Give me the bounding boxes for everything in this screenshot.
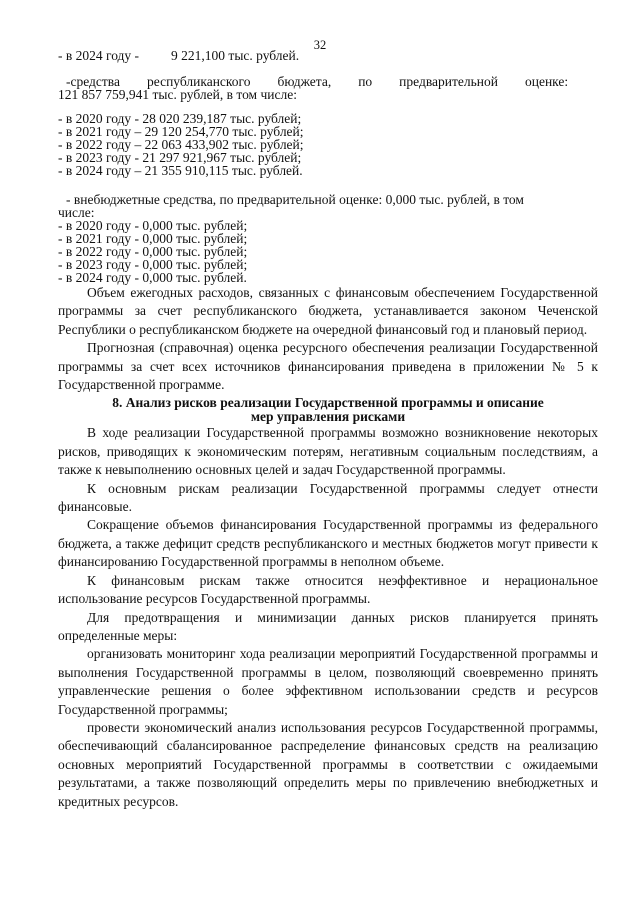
- regional-budget-intro: -средства республиканского бюджета, по предварительной оценке:: [66, 74, 569, 89]
- paragraph-financial-risks: К финансовым рискам также относится неэффективное и нерациональное использование ресурсов Государственной программы.: [58, 572, 598, 607]
- spacer: [58, 177, 598, 193]
- paragraph-forecast-estimate: Прогнозная (справочная) оценка ресурсного обеспечения реализации Государственной программы за счет всех источников финансирования приведена в приложении № 5 к Государственной программе.: [58, 340, 598, 393]
- regional-budget-total: 121 857 759,941 тыс. рублей, в том числе:: [58, 87, 297, 102]
- regional-budget-year-2023: - в 2023 году - 21 297 921,967 тыс. рублей;: [58, 150, 302, 165]
- paragraph-monitoring: организовать мониторинг хода реализации мероприятий Государственной программы и выполнения Государственной программы в целом, позволяющий своевременно принять управленческие решения о более эффективном использовании средств и ресурсов Государственной программы;: [58, 646, 598, 717]
- regional-budget-year-2020: - в 2020 году - 28 020 239,187 тыс. рублей;: [58, 111, 302, 126]
- funding-2024-label: - в 2024 году -: [58, 48, 140, 63]
- extrabudgetary-year-2024: - в 2024 году - 0,000 тыс. рублей.: [58, 270, 247, 285]
- paragraph-main-risks: К основным рискам реализации Государственной программы следует отнести финансовые.: [58, 480, 598, 515]
- extrabudgetary-year-2021: - в 2021 году - 0,000 тыс. рублей;: [58, 231, 248, 246]
- section-heading: [58, 396, 598, 423]
- extrabudgetary-intro: - внебюджетные средства, по предварительной оценке: 0,000 тыс. рублей, в том: [66, 192, 524, 207]
- paragraph-annual-expenses: Объем ежегодных расходов, связанных с финансовым обеспечением Государственной программы за счет республиканского бюджета, устанавливается законом Чеченской Республики о республиканском бюджете на очередной финансовый год и плановый период.: [58, 285, 598, 337]
- paragraph-risk-measures: Для предотвращения и минимизации данных рисков планируется принять определенные меры:: [58, 609, 598, 643]
- section-heading-line-1: 8. Анализ рисков реализации Государственной программы и описание: [112, 395, 544, 411]
- page-number: 32: [313, 38, 327, 52]
- page-content: [58, 49, 598, 811]
- extrabudgetary-year-2022: - в 2022 году - 0,000 тыс. рублей;: [58, 244, 248, 259]
- paragraph-economic-analysis: провести экономический анализ использования ресурсов Государственной программы, обеспечивающий сбалансированное распределение финансовых средств на реализацию основных мероприятий Государственной программы в соответствии с ожидаемыми результатами, а также позволяющий определить меры по привлечению внебюджетных и кредитных ресурсов.: [58, 719, 598, 809]
- funding-2024-line: [58, 49, 598, 62]
- paragraph-risks-overview: В ходе реализации Государственной программы возможно возникновение некоторых рисков, приводящих к экономическим потерям, негативным социальным последствиям, а также к невыполнению основных целей и задач Государственной программы.: [58, 425, 598, 478]
- regional-budget-year-2024: - в 2024 году – 21 355 910,115 тыс. рублей.: [58, 163, 303, 178]
- extrabudgetary-intro-cont: числе:: [58, 205, 95, 220]
- regional-budget-year-2022: - в 2022 году – 22 063 433,902 тыс. рублей;: [58, 137, 304, 152]
- section-heading-line-2: мер управления рисками: [250, 408, 406, 424]
- paragraph-funding-reduction: Сокращение объемов финансирования Государственной программы из федерального бюджета, а также дефицит средств республиканского и местных бюджетов могут привести к финансированию Государственной программы в неполном объеме.: [58, 517, 598, 570]
- extrabudgetary-year-2020: - в 2020 году - 0,000 тыс. рублей;: [58, 218, 248, 233]
- extrabudgetary-year-2023: - в 2023 году - 0,000 тыс. рублей;: [58, 257, 248, 272]
- funding-2024-amount: 9 221,100 тыс. рублей.: [171, 48, 300, 63]
- regional-budget-year-2021: - в 2021 году – 29 120 254,770 тыс. рублей;: [58, 124, 304, 139]
